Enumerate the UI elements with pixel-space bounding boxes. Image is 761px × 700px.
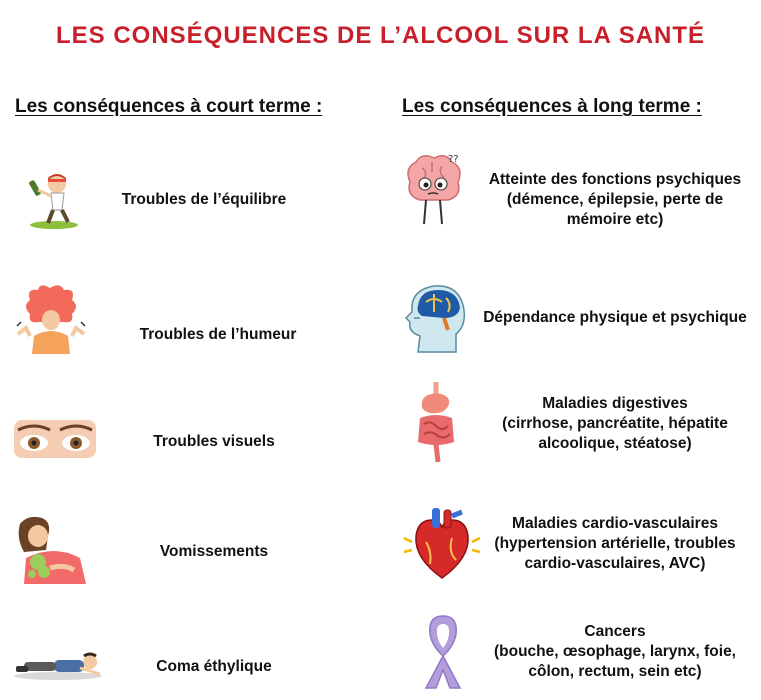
confused-brain-icon bbox=[402, 152, 464, 230]
frustrated-person-icon bbox=[14, 284, 88, 354]
long-term-label-dependence: Dépendance physique et psychique bbox=[483, 309, 747, 326]
short-term-heading: Les conséquences à court terme : bbox=[15, 96, 323, 117]
long-term-heading: Les conséquences à long terme : bbox=[402, 96, 702, 117]
short-term-label-vomiting: Vomissements bbox=[159, 543, 269, 560]
page-title: LES CONSÉQUENCES DE L’ALCOOL SUR LA SANTÉ bbox=[55, 22, 706, 49]
long-term-label-psychic: Atteinte des fonctions psychiques (démence, épilepsie, perte de mémoire etc) bbox=[488, 171, 742, 228]
long-term-label-digestive: Maladies digestives (cirrhose, pancréatite, hépatite alcoolique, stéatose) bbox=[502, 395, 728, 452]
short-term-label-vision: Troubles visuels bbox=[153, 433, 275, 450]
unconscious-person-icon bbox=[10, 646, 106, 682]
short-term-label-coma: Coma éthylique bbox=[156, 658, 272, 675]
svg-text:??: ?? bbox=[448, 154, 459, 165]
long-term-label-cancers: Cancers (bouche, œsophage, larynx, foie, côlon, rectum, sein etc) bbox=[493, 623, 736, 680]
short-term-label-balance: Troubles de l’équilibre bbox=[121, 191, 287, 208]
digestive-system-icon bbox=[410, 382, 462, 464]
eyes-icon bbox=[14, 418, 96, 460]
long-term-label-cardio: Maladies cardio-vasculaires (hypertension artérielle, troubles cardio-vasculaires, AVC) bbox=[494, 515, 736, 572]
head-brain-icon bbox=[404, 282, 468, 354]
drunk-person-icon bbox=[24, 170, 82, 230]
short-term-label-mood: Troubles de l’humeur bbox=[139, 326, 297, 343]
nauseous-woman-icon bbox=[14, 514, 94, 584]
awareness-ribbon-icon bbox=[418, 612, 468, 690]
